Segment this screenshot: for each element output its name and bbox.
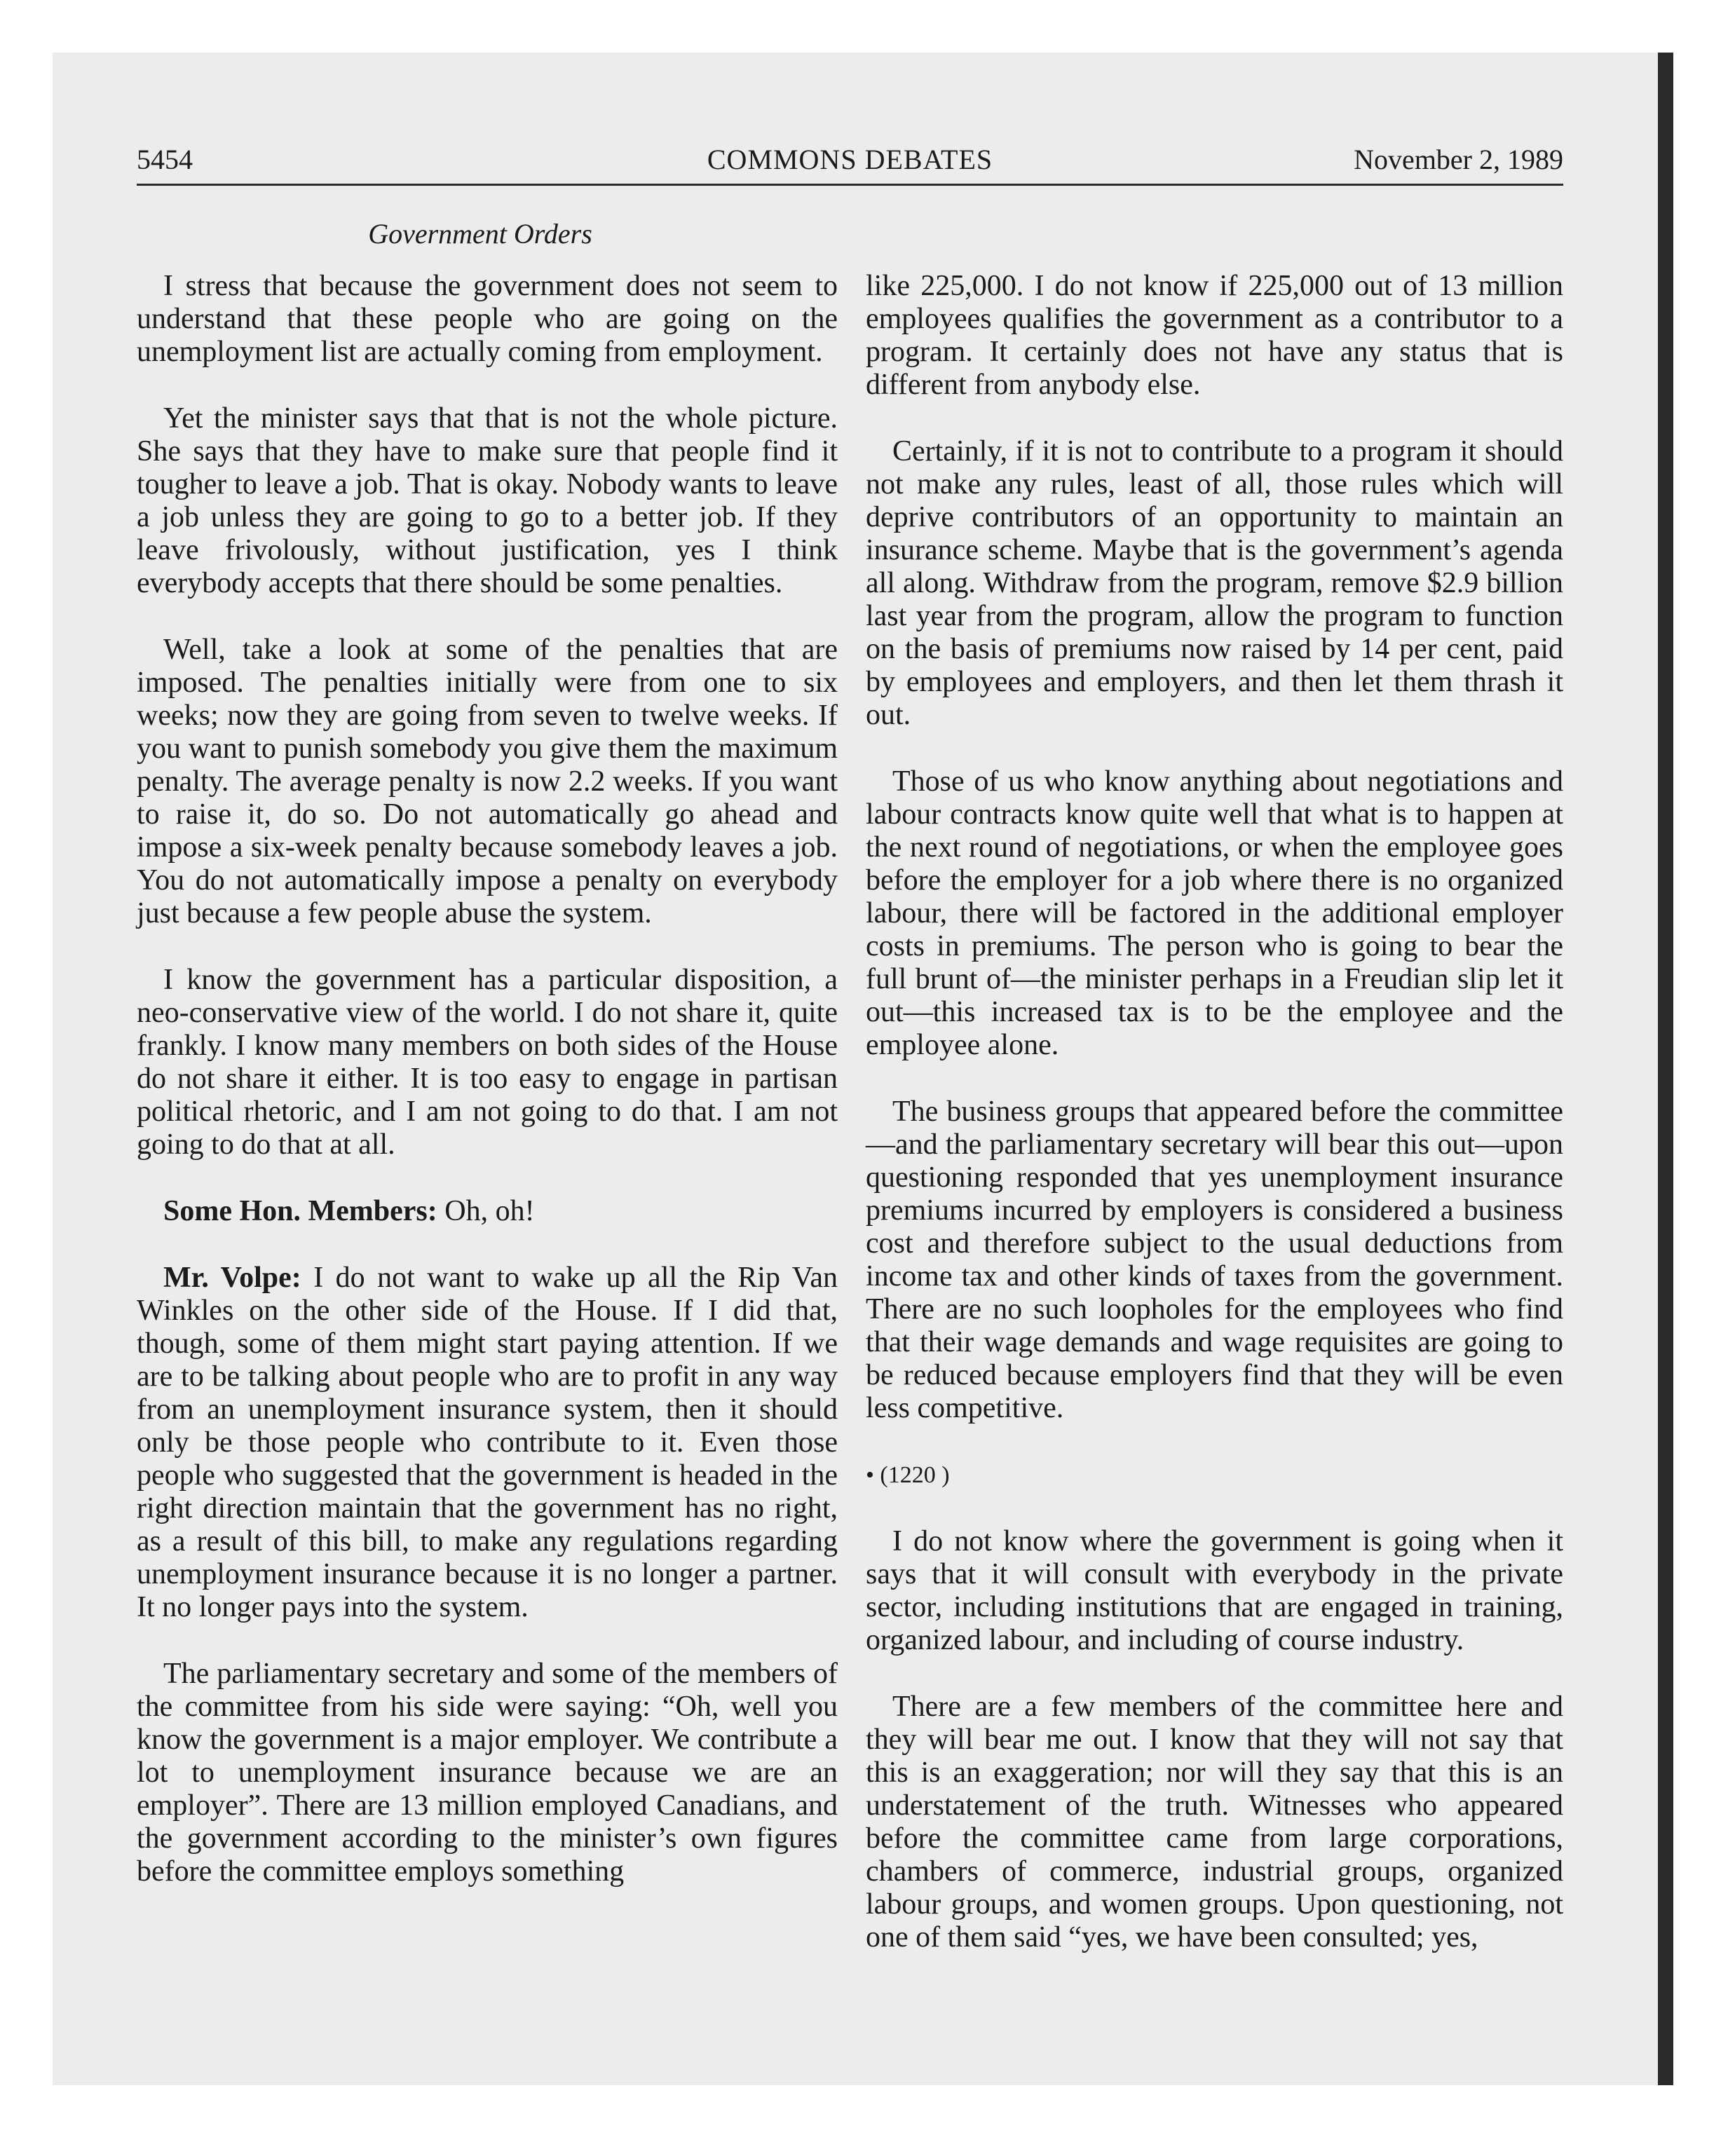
paragraph: Well, take a look at some of the penalties that are imposed. The penalties initially were from one to six weeks; now they are going from seven to twelve weeks. If you want to punish somebody you give them the maximum penalty. The average penalty is now 2.2 weeks. If you want to raise it, do so. Do not automatically go ahead and impose a six-week penalty because somebody leaves a job. You do not automatically impose a penalty on everybody just because a few people abuse the system. xyxy=(137,634,838,929)
time-marker: • (1220 ) xyxy=(866,1462,950,1488)
paragraph: I do not know where the government is going when it says that it will consult with everybody in the private sector, including institutions that are engaged in training, organized labour, and including of course industry. xyxy=(866,1525,1563,1656)
speech-paragraph xyxy=(137,1262,838,1624)
paragraph: The parliamentary secretary and some of the members of the committee from his side were saying: “Oh, well you know the government is a major employer. We contribute a lot to unemployment insurance because we are an employer”. There are 13 million employed Canadians, and the government according to the minister’s own figures before the committee employs something xyxy=(137,1658,838,1888)
page-date: November 2, 1989 xyxy=(1354,144,1563,175)
paragraph: Those of us who know anything about negotiations and labour contracts know quite well that what is to happen at the next round of negotiations, or when the employee goes before the employer for a job where there is no organized labour, there will be factored in the additional employer costs in premiums. The person who is going to bear the full brunt of—the minister perhaps in a Freudian slip let it out—this increased tax is to be the employee and the employee alone. xyxy=(866,765,1563,1061)
paragraph: The business groups that appeared before the committee—and the parliamentary secretary will bear this out—upon questioning responded that yes unemployment insurance premiums incurred by employers is considered a business cost and therefore subject to the usual deductions from income tax and other kinds of taxes from the government. There are no such loopholes for the employees who find that their wage demands and wage requisites are going to be reduced because employers find that they will be even less competitive. xyxy=(866,1096,1563,1424)
header-rule xyxy=(137,184,1563,186)
paragraph: I stress that because the government does not seem to understand that these people who are going on the unemployment list are actually coming from employment. xyxy=(137,270,838,368)
section-title: Government Orders xyxy=(368,218,592,250)
right-column xyxy=(866,270,1563,1988)
speaker-name: Mr. Volpe: xyxy=(163,1262,301,1294)
scan-edge-bar xyxy=(1658,53,1673,2085)
speech-text: Oh, oh! xyxy=(437,1195,535,1227)
paragraph: I know the government has a particular disposition, a neo-conservative view of the world. I do not share it, quite frankly. I know many members on both sides of the House do not share it either. It is too easy to engage in partisan political rhetoric, and I am not going to do that. I am not going to do that at all. xyxy=(137,964,838,1161)
paragraph-continued: like 225,000. I do not know if 225,000 out of 13 million employees qualifies the government as a contributor to a program. It certainly does not have any status that is different from anybody else. xyxy=(866,270,1563,401)
paragraph: Yet the minister says that that is not the whole picture. She says that they have to make sure that people find it tougher to leave a job. That is okay. Nobody wants to leave a job unless they are going to go to a better job. If they leave frivolously, without justification, yes I think everybody accepts that there should be some penalties. xyxy=(137,402,838,599)
left-column xyxy=(137,270,838,1922)
speaker-name: Some Hon. Members: xyxy=(163,1195,437,1227)
page-number: 5454 xyxy=(137,144,193,175)
page-header xyxy=(137,143,1563,178)
speech-text: I do not want to wake up all the Rip Van Winkles on the other side of the House. If I did that, though, some of them might start paying attention. If we are to be talking about people who are to profit in any way from an unemployment insurance system, then it should only be those people who contribute to it. Even those people who suggested that the government is headed in the right direction maintain that the government has no right, as a result of this bill, to make any regulations regarding unemployment insurance because it is no longer a partner. It no longer pays into the system. xyxy=(137,1262,838,1623)
publication-title: COMMONS DEBATES xyxy=(707,144,993,175)
interjection-paragraph xyxy=(137,1195,838,1228)
paragraph: There are a few members of the committee here and they will bear me out. I know that they will not say that this is an exaggeration; nor will they say that this is an understatement of the truth. Witnesses who appeared before the committee came from large corporations, chambers of commerce, industrial groups, organized labour groups, and women groups. Upon questioning, not one of them said “yes, we have been consulted; yes, xyxy=(866,1691,1563,1953)
paragraph: Certainly, if it is not to contribute to a program it should not make any rules, least of all, those rules which will deprive contributors of an opportunity to maintain an insurance scheme. Maybe that is the government’s agenda all along. Withdraw from the program, remove $2.9 billion last year from the program, allow the program to function on the basis of premiums now raised by 14 per cent, paid by employees and employers, and then let them thrash it out. xyxy=(866,435,1563,731)
